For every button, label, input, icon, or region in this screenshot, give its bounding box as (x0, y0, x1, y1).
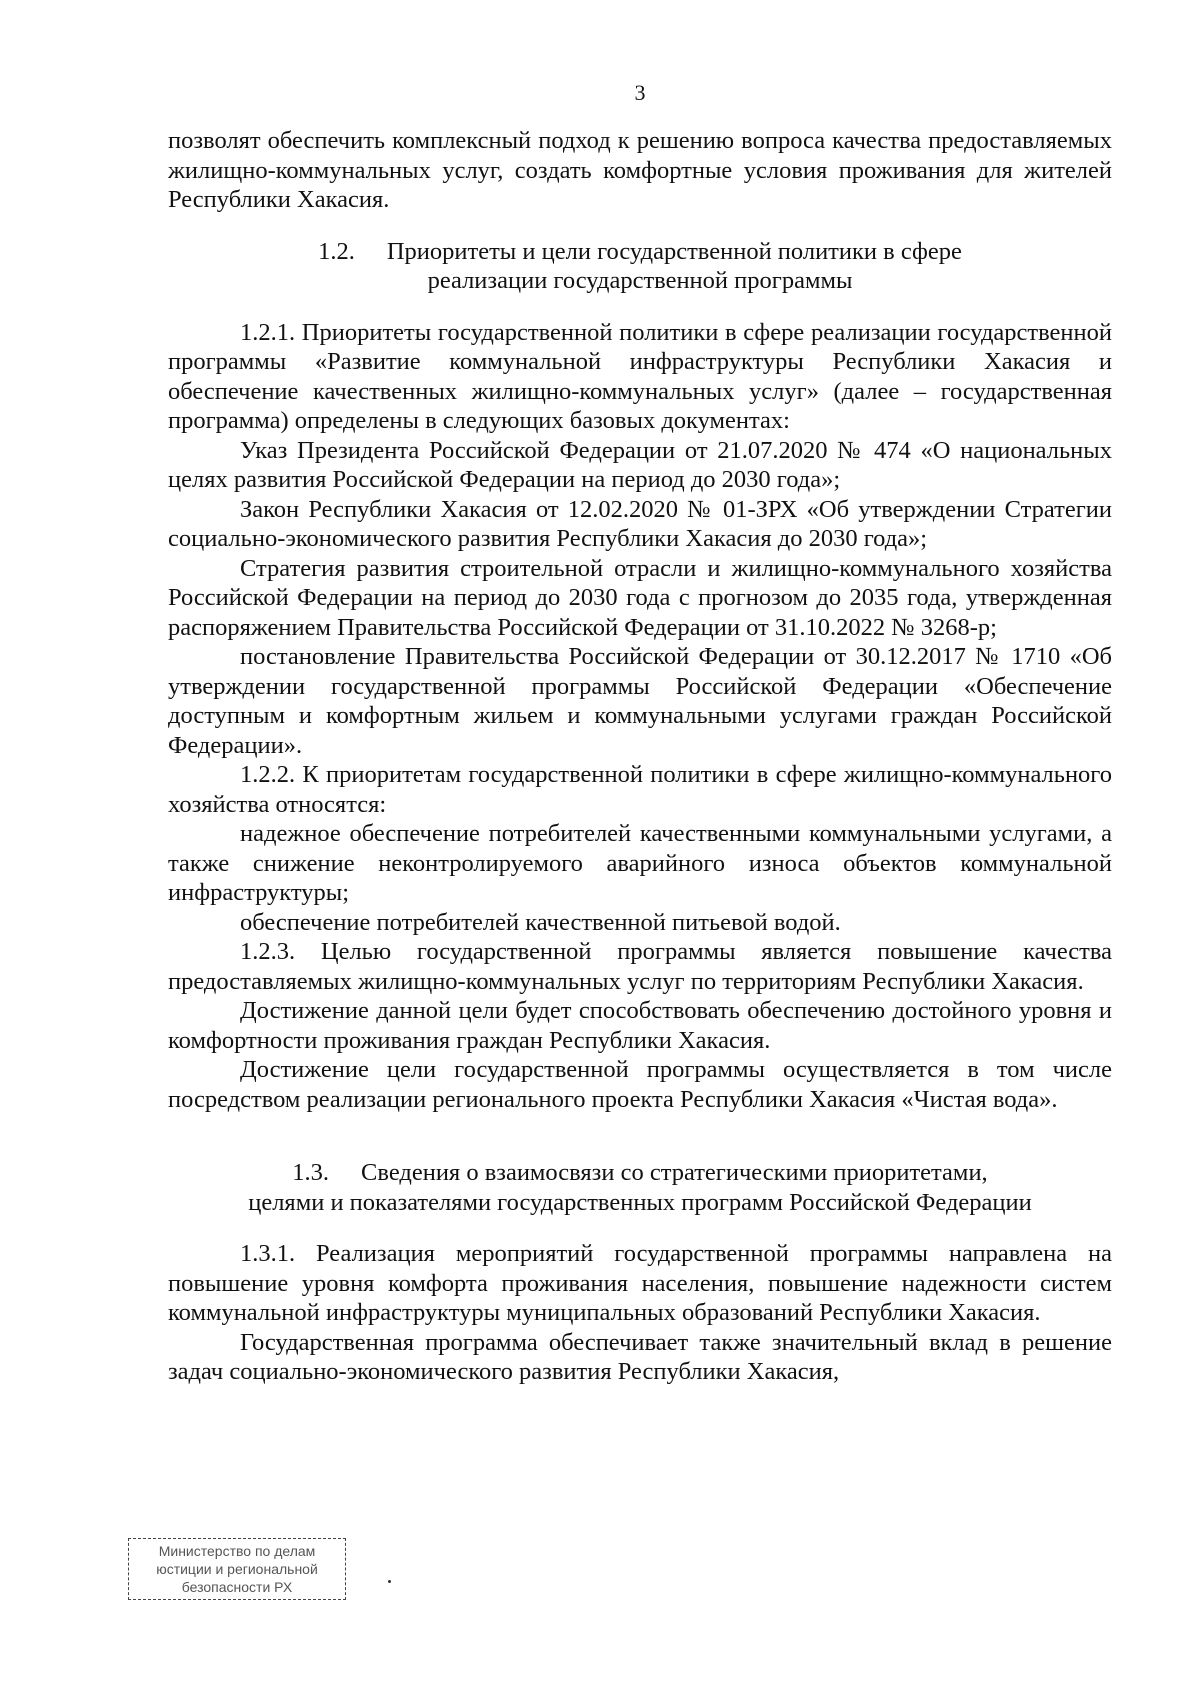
paragraph-goal-project: Достижение цели государственной программы осуществляется в том числе посредством реализации регионального проекта Республики Хакасия «Чистая вода». (168, 1056, 1112, 1113)
stamp-line3: безопасности РХ (181, 1579, 293, 1595)
stamp-line2: юстиции и региональной (156, 1561, 318, 1577)
document-item-strategy: Стратегия развития строительной отрасли и жилищно-коммунального хозяйства Российской Федерации на период до 2030 года с прогнозом до 2035 года, утвержденная распоряжением Правительства Российской Федерации от 31.10.2022 № 3268-р; (168, 554, 1112, 641)
paragraph-1-2-2: 1.2.2. К приоритетам государственной политики в сфере жилищно-коммунального хозяйства относятся: (168, 761, 1112, 818)
paragraph-goal-effect: Достижение данной цели будет способствовать обеспечению достойного уровня и комфортности проживания граждан Республики Хакасия. (168, 997, 1112, 1054)
section-title-line2: реализации государственной программы (427, 267, 853, 294)
section-heading-1-2 (168, 237, 1112, 296)
priority-item-utilities: надежное обеспечение потребителей качественными коммунальными услугами, а также снижение неконтролируемого аварийного износа объектов коммунальной инфраструктуры; (168, 820, 1112, 906)
document-body (168, 126, 1112, 1387)
ministry-stamp (128, 1538, 346, 1600)
paragraph-contribution: Государственная программа обеспечивает также значительный вклад в решение задач социально-экономического развития Республики Хакасия, (168, 1328, 1112, 1385)
section-title-line1: Приоритеты и цели государственной политики в сфере (386, 237, 962, 265)
priority-item-water: обеспечение потребителей качественной питьевой водой. (240, 908, 841, 936)
section-heading-1-3 (168, 1158, 1112, 1217)
section-title-line1: Сведения о взаимосвязи со стратегическими приоритетами, (361, 1159, 988, 1186)
paragraph-1-2-1: 1.2.1. Приоритеты государственной политики в сфере реализации государственной программы «Развитие коммунальной инфраструктуры Республики Хакасия и обеспечение качественных жилищно-коммунальных услуг» (далее – государственная программа) определены в следующих базовых документах: (168, 318, 1112, 434)
scan-speck (388, 1580, 391, 1583)
section-number: 1.2. (318, 237, 355, 265)
document-item-decree: Указ Президента Российской Федерации от 21.07.2020 № 474 «О национальных целях развития Российской Федерации на период до 2030 года»; (168, 436, 1112, 493)
section-title-line2: целями и показателями государственных программ Российской Федерации (248, 1188, 1032, 1216)
document-item-law: Закон Республики Хакасия от 12.02.2020 № 01-ЗРХ «Об утверждении Стратегии социально-экономического развития Республики Хакасия до 2030 года»; (168, 495, 1112, 552)
paragraph-1-2-3: 1.2.3. Целью государственной программы является повышение качества предоставляемых жилищно-коммунальных услуг по территориям Республики Хакасия. (168, 938, 1112, 995)
section-number: 1.3. (292, 1159, 330, 1186)
document-item-resolution: постановление Правительства Российской Федерации от 30.12.2017 № 1710 «Об утверждении государственной программы Российской Федерации «Обеспечение доступным и комфортным жильем и коммунальными услугами граждан Российской Федерации». (168, 643, 1112, 759)
page-number: 3 (634, 80, 646, 105)
paragraph-intro: позволят обеспечить комплексный подход к решению вопроса качества предоставляемых жилищно-коммунальных услуг, создать комфортные условия проживания для жителей Республики Хакасия. (168, 127, 1112, 213)
paragraph-1-3-1: 1.3.1. Реализация мероприятий государственной программы направлена на повышение уровня комфорта проживания населения, повышение надежности систем коммунальной инфраструктуры муниципальных образований Республики Хакасия. (168, 1240, 1112, 1326)
stamp-line1: Министерство по делам (158, 1543, 316, 1559)
